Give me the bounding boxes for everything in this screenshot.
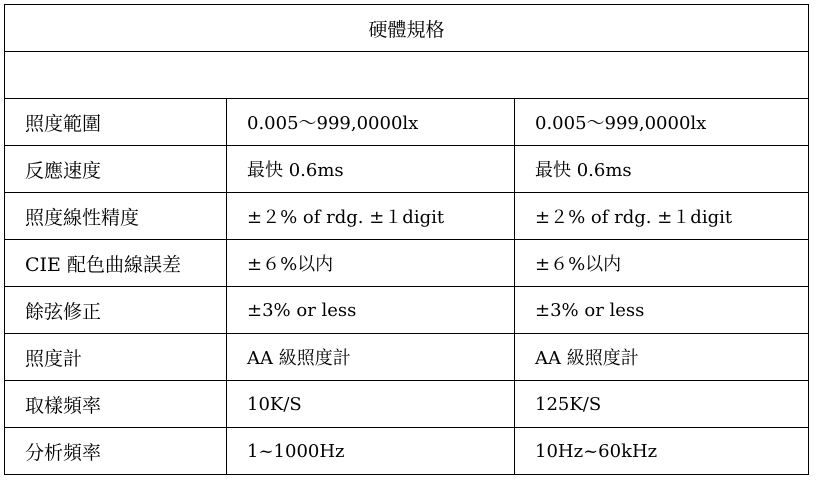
spec-label: 反應速度 bbox=[5, 146, 227, 193]
spec-value-a: 0.005～999,0000lx bbox=[227, 99, 515, 146]
spec-value-b: ±3% or less bbox=[515, 287, 809, 334]
spec-value-a: ±２% of rdg. ±１digit bbox=[227, 193, 515, 240]
spec-label: 取樣頻率 bbox=[5, 381, 227, 428]
spec-label: 照度線性精度 bbox=[5, 193, 227, 240]
table-title-row bbox=[5, 5, 809, 52]
table-row bbox=[5, 193, 809, 240]
spec-label: 照度計 bbox=[5, 334, 227, 381]
spec-value-b: 10Hz~60kHz bbox=[515, 428, 809, 475]
spec-value-b: AA 級照度計 bbox=[515, 334, 809, 381]
spec-value-a: ±3% or less bbox=[227, 287, 515, 334]
table-row bbox=[5, 99, 809, 146]
spec-label: CIE 配色曲線誤差 bbox=[5, 240, 227, 287]
blank-row bbox=[5, 52, 809, 99]
spec-value-b: ±２% of rdg. ±１digit bbox=[515, 193, 809, 240]
table-row bbox=[5, 240, 809, 287]
table-title: 硬體規格 bbox=[5, 5, 809, 52]
table-row bbox=[5, 428, 809, 475]
spec-value-a: 10K/S bbox=[227, 381, 515, 428]
hardware-spec-table bbox=[4, 4, 809, 475]
spec-label: 餘弦修正 bbox=[5, 287, 227, 334]
spec-value-a: 最快 0.6ms bbox=[227, 146, 515, 193]
spec-value-a: AA 級照度計 bbox=[227, 334, 515, 381]
blank-cell bbox=[5, 52, 809, 99]
spec-label: 照度範圍 bbox=[5, 99, 227, 146]
spec-value-b: ±６%以内 bbox=[515, 240, 809, 287]
spec-value-b: 0.005～999,0000lx bbox=[515, 99, 809, 146]
table-row bbox=[5, 334, 809, 381]
spec-value-a: ±６%以内 bbox=[227, 240, 515, 287]
spec-rows bbox=[5, 99, 809, 475]
table-row bbox=[5, 287, 809, 334]
table-row bbox=[5, 146, 809, 193]
spec-value-a: 1~1000Hz bbox=[227, 428, 515, 475]
spec-label: 分析頻率 bbox=[5, 428, 227, 475]
table-row bbox=[5, 381, 809, 428]
spec-value-b: 125K/S bbox=[515, 381, 809, 428]
spec-value-b: 最快 0.6ms bbox=[515, 146, 809, 193]
